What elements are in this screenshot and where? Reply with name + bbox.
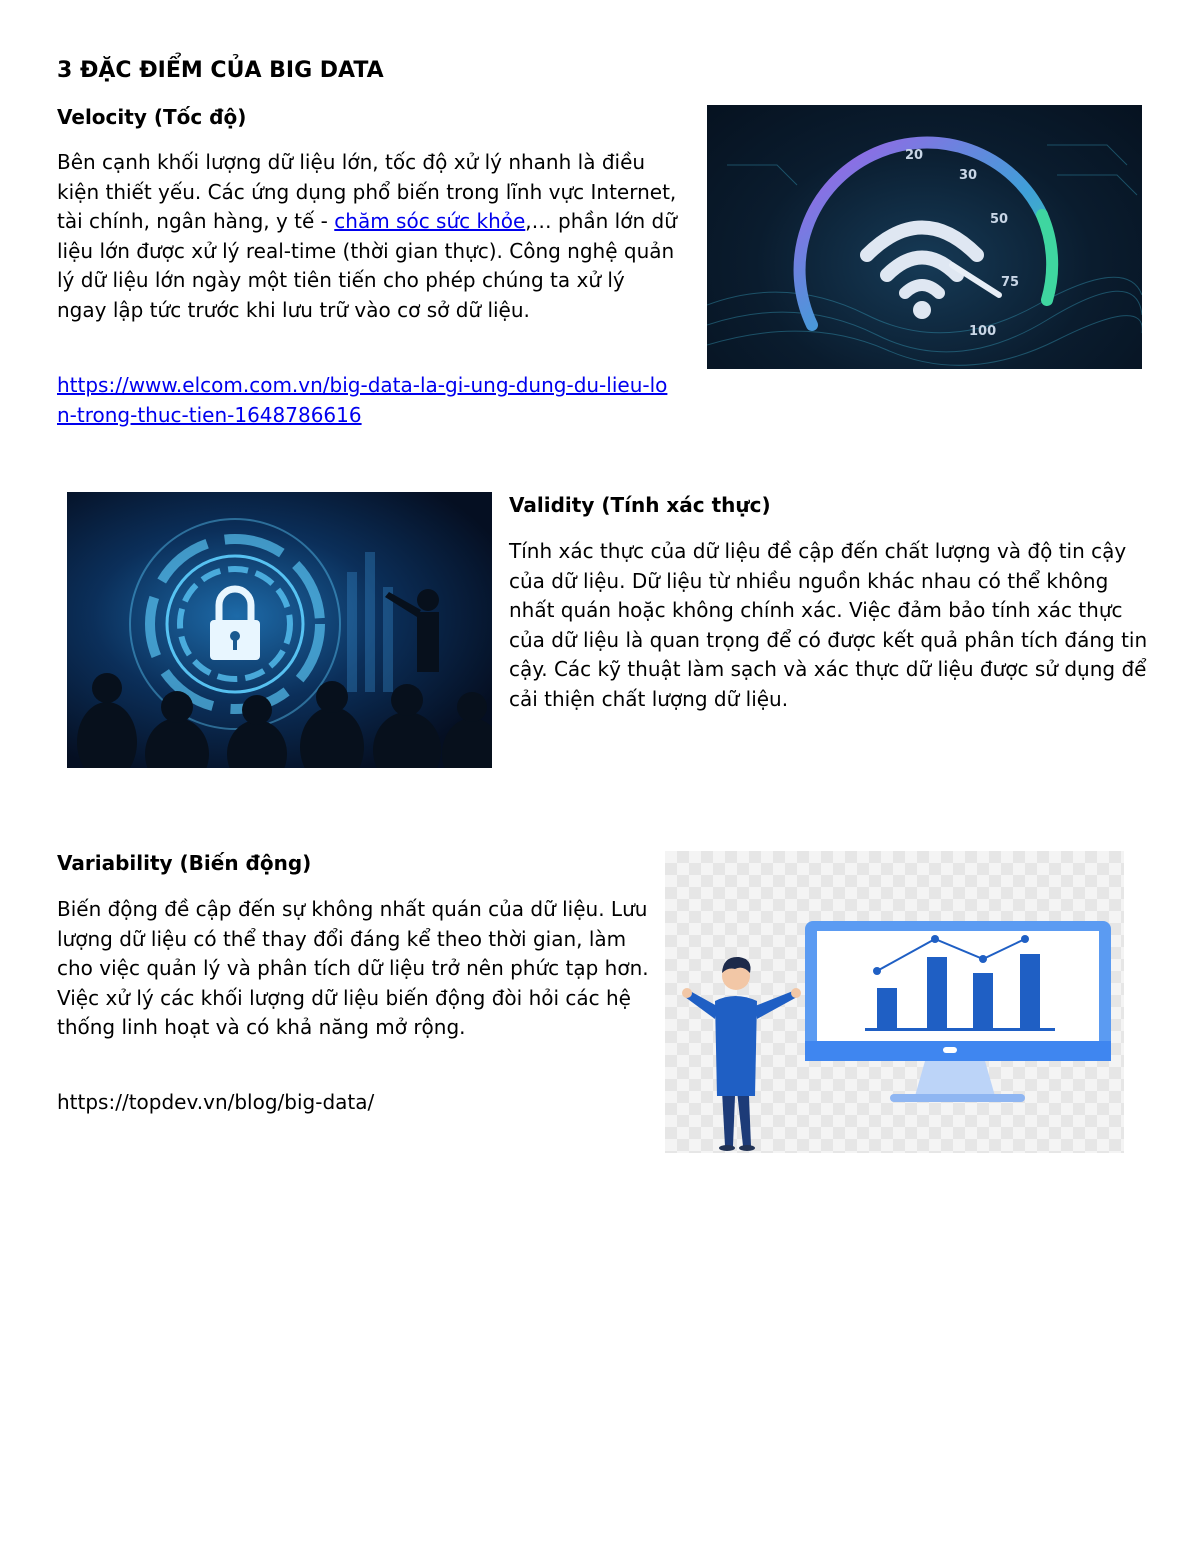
gauge-label-100: 100 (969, 324, 997, 339)
variability-heading: Variability (Biến động) (57, 851, 312, 875)
healthcare-link[interactable]: chăm sóc sức khỏe (334, 209, 526, 234)
lock-graphic (67, 492, 492, 768)
monitor-chart-graphic (665, 851, 1124, 1153)
gauge-label-50: 50 (990, 212, 1009, 227)
gauge-label-30: 30 (959, 168, 978, 183)
page-title: 3 ĐẶC ĐIỂM CỦA BIG DATA (57, 58, 384, 83)
elcom-source-link[interactable]: https://www.elcom.com.vn/big-data-la-gi-ung-dung-du-lieu-lon-trong-thuc-tien-1648786616 (57, 373, 668, 427)
gauge-label-75: 75 (1001, 275, 1020, 290)
security-lock-image (67, 492, 492, 768)
variability-source: https://topdev.vn/blog/big-data/ (57, 1090, 375, 1114)
validity-paragraph: Tính xác thực của dữ liệu đề cập đến chất lượng và độ tin cậy của dữ liệu. Dữ liệu từ nhiều nguồn khác nhau có thể không nhất quán hoặc không chính xác. Việc đảm bảo tính xác thực của dữ liệu là quan trọng để có được kết quả phân tích đáng tin cậy. Các kỹ thuật làm sạch và xác thực dữ liệu được sử dụng để cải thiện chất lượng dữ liệu. (509, 539, 1148, 711)
velocity-heading: Velocity (Tốc độ) (57, 105, 247, 129)
variability-paragraph: Biến động đề cập đến sự không nhất quán của dữ liệu. Lưu lượng dữ liệu có thể thay đổi đáng kể theo thời gian, làm cho việc quản lý và phân tích dữ liệu trở nên phức tạp hơn. Việc xử lý các khối lượng dữ liệu biến động đòi hỏi các hệ thống linh hoạt và có khả năng mở rộng. (57, 897, 649, 1040)
speedometer-graphic (707, 105, 1142, 369)
velocity-paragraph (57, 148, 677, 326)
velocity-text-part1: Bên cạnh khối lượng dữ liệu lớn, tốc độ xử lý nhanh là điều kiện thiết yếu. Các ứng dụng phổ biến trong lĩnh vực Internet, tài chính, ngân hàng, y tế - (57, 150, 677, 234)
velocity-source (57, 371, 677, 430)
validity-heading: Validity (Tính xác thực) (509, 493, 771, 517)
gauge-label-20: 20 (905, 148, 924, 163)
velocity-text-part2: ,… phần lớn dữ liệu lớn được xử lý real-time (thời gian thực). Công nghệ quản lý dữ liệu lớn ngày một tiên tiến cho phép chúng ta xử lý ngay lập tức trước khi lưu trữ vào cơ sở dữ liệu. (57, 209, 677, 322)
speedometer-image (707, 105, 1142, 369)
analytics-illustration (665, 851, 1124, 1153)
person-figure (682, 957, 801, 1151)
